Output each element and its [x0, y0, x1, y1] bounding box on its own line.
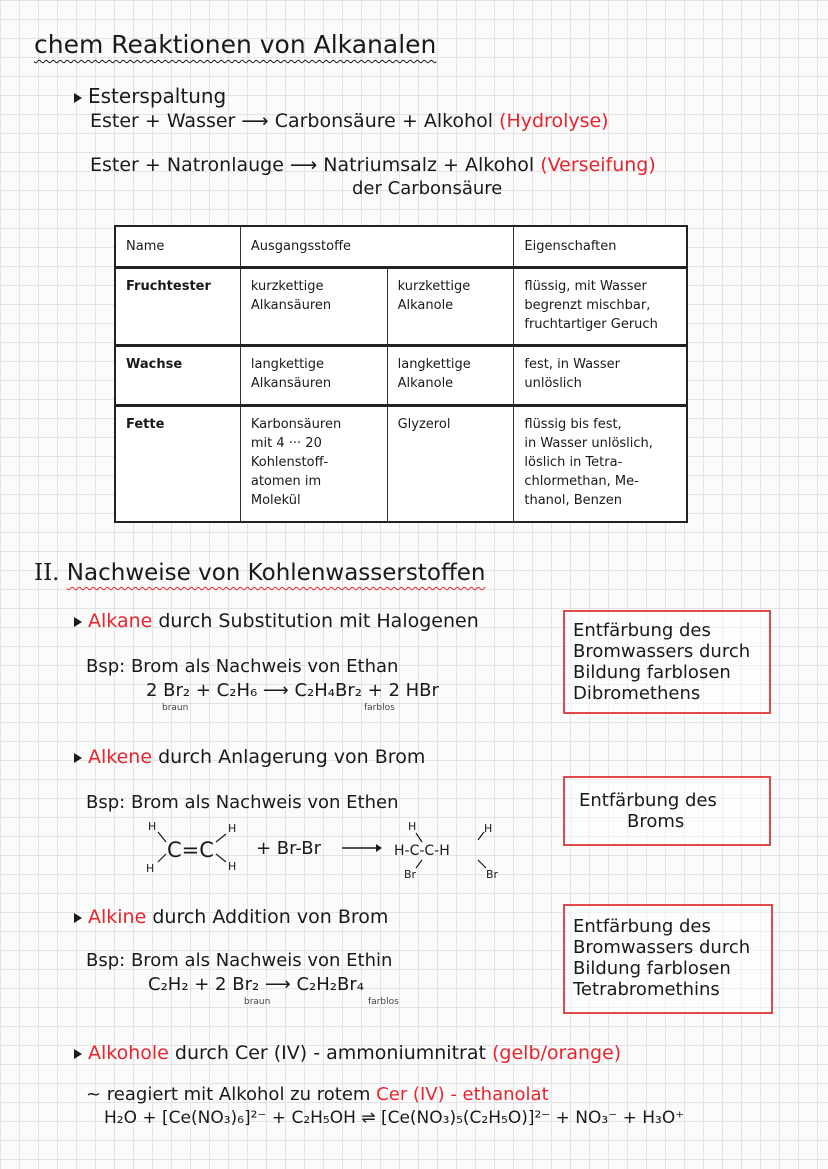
alkine-bsp: Bsp: Brom als Nachweis von Ethin [86, 950, 393, 971]
table-cell: langkettige Alkansäuren [240, 346, 387, 406]
dibromoethane-structure [392, 818, 512, 882]
svg-text:H: H [484, 822, 493, 835]
table-cell: Fruchtester [115, 268, 240, 346]
alkohole-line [74, 1042, 621, 1064]
alkohole-equation: H₂O + [Ce(NO₃)₆]²⁻ + C₂H₅OH ⇌ [Ce(NO₃)₅(C₂H₅O)]²⁻ + NO₃⁻ + H₃O⁺ [104, 1108, 685, 1128]
svg-text:C=C: C=C [167, 838, 214, 862]
alkane-bsp: Bsp: Brom als Nachweis von Ethan [86, 656, 399, 677]
alkene-reagent: + Br-Br [256, 838, 322, 859]
ester-line1-right: Carbonsäure + Alkohol [274, 110, 493, 132]
bullet-icon [74, 93, 82, 103]
table-row [115, 268, 687, 346]
svg-text:H: H [228, 860, 237, 873]
ethene-structure [140, 816, 250, 874]
alkohole-text: durch Cer (IV) - ammoniumnitrat [174, 1042, 486, 1064]
table-cell: Wachse [115, 346, 240, 406]
hydrolyse-tag: (Hydrolyse) [499, 110, 609, 132]
alkine-text: durch Addition von Brom [152, 906, 389, 928]
table-cell: kurzkettige Alkansäuren [240, 268, 387, 346]
table-header-cell: Name [115, 226, 240, 268]
svg-text:H: H [228, 822, 237, 835]
arrow-icon: ⟶ [241, 110, 275, 132]
ester-table [114, 225, 688, 523]
table-cell: langkettige Alkanole [387, 346, 514, 406]
table-cell: Fette [115, 406, 240, 522]
alkine-farblos: farblos [368, 997, 399, 1007]
section2-heading [34, 560, 486, 586]
table-header-row [115, 226, 687, 268]
ester-line2-left: Ester + Natronlauge [90, 154, 284, 176]
alkine-result-box: Entfärbung des Bromwassers durch Bildung farblosen Tetrabromethins [563, 904, 773, 1014]
alkane-farblos: farblos [364, 703, 395, 713]
svg-text:Br: Br [486, 868, 499, 881]
alkane-result-box: Entfärbung des Bromwassers durch Bildung farblosen Dibromethens [563, 610, 771, 714]
bullet-icon [74, 617, 82, 627]
table-row [115, 346, 687, 406]
page-title: chem Reaktionen von Alkanalen [34, 30, 437, 59]
ester-line1-left: Ester + Wasser [90, 110, 236, 132]
alkene-line [74, 746, 425, 768]
alkene-text: durch Anlagerung von Brom [158, 746, 426, 768]
alkane-equation: 2 Br₂ + C₂H₆ ⟶ C₂H₄Br₂ + 2 HBr [146, 680, 439, 701]
alkene-result-box: Entfärbung des Broms [563, 776, 771, 846]
alkohole-tag: (gelb/orange) [492, 1042, 622, 1064]
ester-line2-right: Natriumsalz + Alkohol [323, 154, 535, 176]
verseifung-tag: (Verseifung) [540, 154, 656, 176]
svg-text:Br: Br [404, 868, 417, 881]
alkohole-reaction-line [86, 1084, 549, 1105]
alkine-braun: braun [244, 997, 271, 1007]
alkine-equation: C₂H₂ + 2 Br₂ ⟶ C₂H₂Br₄ [148, 974, 364, 995]
arrow-icon: ⟶ [289, 154, 324, 176]
alkane-label: Alkane [88, 610, 153, 632]
ester-heading: Esterspaltung [74, 84, 226, 108]
alkine-label: Alkine [88, 906, 147, 928]
table-cell: Karbonsäuren mit 4 ··· 20 Kohlenstoff- atomen im Molekül [240, 406, 387, 522]
alkane-braun: braun [162, 703, 189, 713]
table-cell: flüssig bis fest, in Wasser unlöslich, löslich in Tetra- chlormethan, Me- thanol, Benzen [514, 406, 687, 522]
svg-text:H-C-C-H: H-C-C-H [394, 843, 450, 859]
table-cell: kurzkettige Alkanole [387, 268, 514, 346]
ester-line2 [90, 154, 656, 176]
bullet-icon [74, 753, 82, 763]
section2-numeral: II. [34, 560, 60, 586]
svg-text:H: H [146, 862, 155, 874]
table-header-cell: Ausgangsstoffe [240, 226, 514, 268]
svg-text:H: H [148, 820, 157, 833]
table-header-cell: Eigenschaften [514, 226, 687, 268]
ester-line2-sub: der Carbonsäure [352, 178, 503, 199]
table-cell: Glyzerol [387, 406, 514, 522]
alkane-line [74, 610, 479, 632]
table-cell: fest, in Wasser unlöslich [514, 346, 687, 406]
alkene-bsp: Bsp: Brom als Nachweis von Ethen [86, 792, 399, 813]
alkohole-line-red: Cer (IV) - ethanolat [376, 1084, 549, 1105]
table-cell: flüssig, mit Wasser begrenzt mischbar, fruchtartiger Geruch [514, 268, 687, 346]
alkine-line [74, 906, 388, 928]
alkane-text: durch Substitution mit Halogenen [158, 610, 479, 632]
arrow-icon [342, 842, 382, 854]
svg-text:H: H [408, 820, 417, 833]
alkene-label: Alkene [88, 746, 153, 768]
alkohole-line-prefix: ~ reagiert mit Alkohol zu rotem [86, 1084, 371, 1105]
ester-line1 [90, 110, 609, 132]
bullet-icon [74, 1049, 82, 1059]
section2-title: Nachweise von Kohlenwasserstoffen [66, 560, 486, 586]
table-row [115, 406, 687, 522]
bullet-icon [74, 913, 82, 923]
alkohole-label: Alkohole [88, 1042, 169, 1064]
